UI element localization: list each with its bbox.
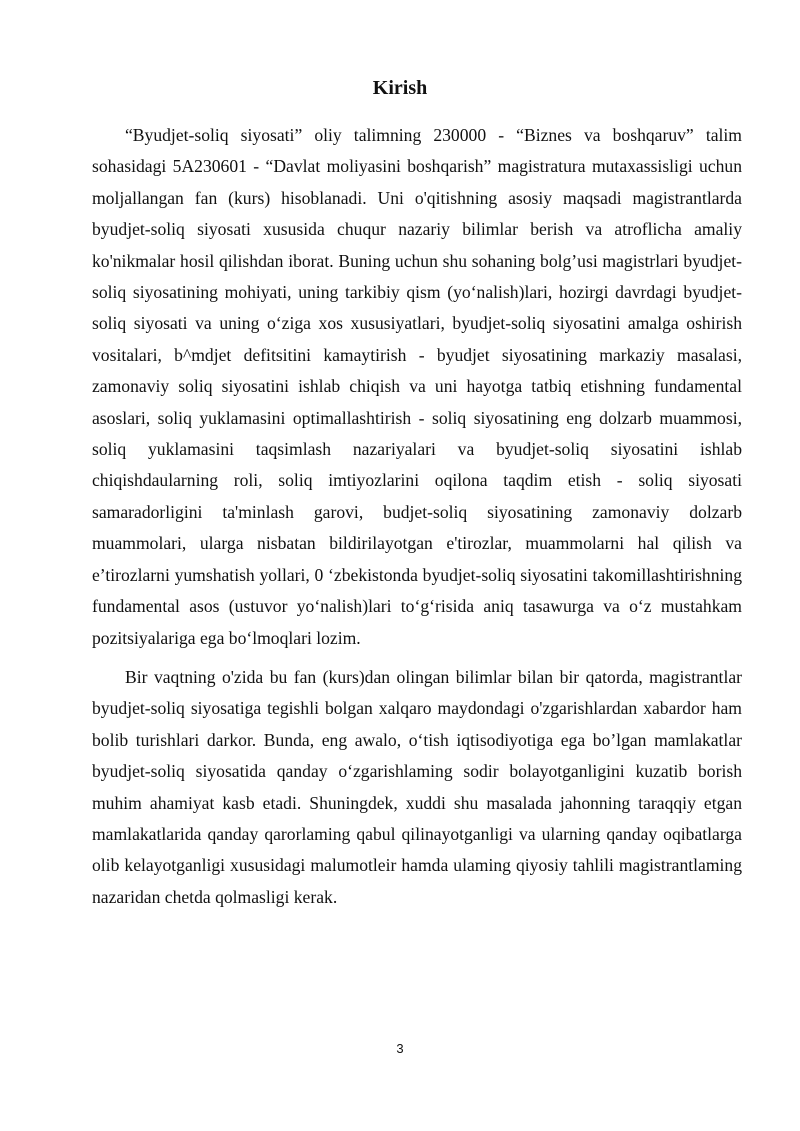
paragraph-1: “Byudjet-soliq siyosati” oliy talimning 230000 - “Biznes va boshqaruv” talim sohasidagi 5A230601 - “Davlat moliyasini boshqarish” magistratura mutaxassisligi uchun moljallangan fan (kurs) hisoblanadi. Uni o'qitishning asosiy maqsadi magistrantlarda byudjet-soliq siyosati xususida chuqur nazariy bilimlar berish va atroflicha amaliy ko'nikmalar hosil qilishdan iborat. Buning uchun shu sohaning bolg’usi magistrlari byudjet-soliq siyosatining mohiyati, uning tarkibiy qism (yo‘nalish)lari, hozirgi davrdagi byudjet-soliq siyosati va uning o‘ziga xos xususiyatlari, byudjet-soliq siyosatini amalga oshirish vositalari, b^mdjet defitsitini kamaytirish - byudjet siyosatining markaziy masalasi, zamonaviy soliq siyosatini ishlab chiqish va uni hayotga tatbiq etishning fundamental asoslari, soliq yuklamasini optimallashtirish - soliq siyosatining eng dolzarb muammosi, soliq yuklamasini taqsimlash nazariyalari va byudjet-soliq siyosatini ishlab chiqishdaularning roli, soliq imtiyozlarini oqilona taqdim etish - soliq siyosati samaradorligini ta'minlash garovi, budjet-soliq siyosatining zamonaviy dolzarb muammolari, ularga nisbatan bildirilayotgan e'tirozlar, muammolarni hal qilish va e’tirozlarni yumshatish yollari, 0 ‘zbekistonda byudjet-soliq siyosatini takomillashtirishning fundamental asos (ustuvor yo‘nalish)lari to‘g‘risida aniq tasawurga va o‘z mustahkam pozitsiyalariga ega bo‘lmoqlari lozim. xyxy=(92,125,742,648)
page-title: Kirish xyxy=(372,77,428,99)
paragraph-2: Bir vaqtning o'zida bu fan (kurs)dan olingan bilimlar bilan bir qatorda, magistrantlar byudjet-soliq siyosatiga tegishli bolgan xalqaro maydondagi o'zgarishlardan xabardor ham bolib turishlari darkor. Bunda, eng awalo, o‘tish iqtisodiyotiga ega bo’lgan mamlakatlar byudjet-soliq siyosatida qanday o‘zgarishlaming sodir bolayotganligini kuzatib borish muhim ahamiyat kasb etadi. Shuningdek, xuddi shu masalada jahonning taraqqiy etgan mamlakatlarida qanday qarorlaming qabul qilinayotganligi va ularning qanday oqibatlarga olib kelayotganligi xususidagi malumotleir hamda ulaming qiyosiy tahlili magistrantlaming nazaridan chetda qolmasligi kerak. xyxy=(92,666,742,907)
body-text xyxy=(92,120,742,913)
page-number: 3 xyxy=(396,1041,404,1056)
